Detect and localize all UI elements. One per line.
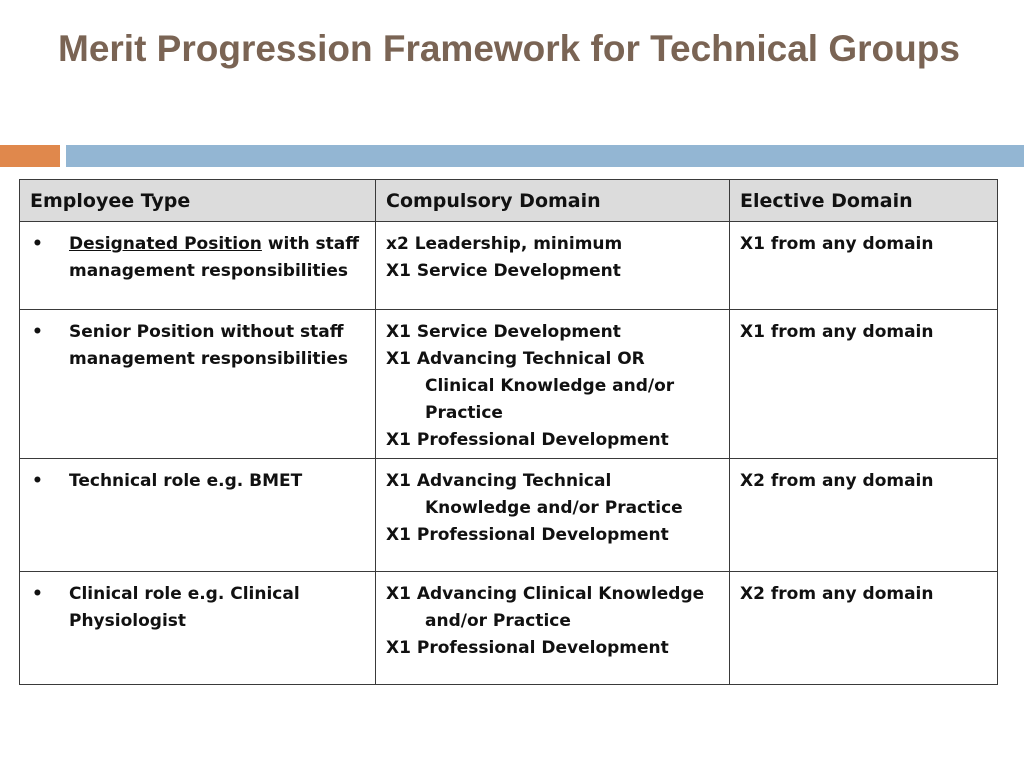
compulsory-item: X1 Professional Development xyxy=(386,638,669,658)
bullet: • xyxy=(32,471,43,491)
employee-type-text: Clinical role e.g. Clinical Physiologist xyxy=(69,584,300,631)
employee-type-cell xyxy=(20,459,376,572)
table-row xyxy=(20,222,998,310)
header-employee-type: Employee Type xyxy=(20,180,376,222)
employee-type-text: Technical role e.g. BMET xyxy=(69,471,303,491)
compulsory-domain-cell xyxy=(376,572,730,685)
elective-domain-cell: X2 from any domain xyxy=(730,572,998,685)
bullet: • xyxy=(32,234,43,254)
elective-domain-cell: X2 from any domain xyxy=(730,459,998,572)
slide-title: Merit Progression Framework for Technical Groups xyxy=(58,28,960,69)
employee-type-text: with staff management responsibilities xyxy=(69,234,359,281)
compulsory-item: x2 Leadership, minimum xyxy=(386,234,623,254)
table-header-row xyxy=(20,180,998,222)
compulsory-domain-cell xyxy=(376,222,730,310)
elective-domain-cell: X1 from any domain xyxy=(730,310,998,459)
table-row xyxy=(20,459,998,572)
compulsory-item: X1 Professional Development xyxy=(386,525,669,545)
compulsory-item: X1 Service Development xyxy=(386,322,621,342)
header-compulsory-domain: Compulsory Domain xyxy=(376,180,730,222)
bullet: • xyxy=(32,584,43,604)
compulsory-item: X1 Advancing Technical Knowledge and/or Practice xyxy=(386,471,683,518)
compulsory-domain-cell xyxy=(376,310,730,459)
table-row xyxy=(20,572,998,685)
employee-type-underlined: Designated Position xyxy=(69,234,262,254)
employee-type-cell xyxy=(20,572,376,685)
accent-bar-blue xyxy=(66,145,1024,167)
compulsory-item: X1 Service Development xyxy=(386,261,621,281)
bullet: • xyxy=(32,322,43,342)
accent-bar-orange xyxy=(0,145,60,167)
compulsory-item: X1 Advancing Clinical Knowledge and/or Practice xyxy=(386,584,705,631)
merit-table xyxy=(19,179,998,685)
employee-type-cell xyxy=(20,222,376,310)
employee-type-cell xyxy=(20,310,376,459)
compulsory-domain-cell xyxy=(376,459,730,572)
compulsory-item: X1 Advancing Technical OR Clinical Knowledge and/or Practice xyxy=(386,349,675,423)
table-row xyxy=(20,310,998,459)
employee-type-text: Senior Position without staff management responsibilities xyxy=(69,322,349,369)
elective-domain-cell: X1 from any domain xyxy=(730,222,998,310)
compulsory-item: X1 Professional Development xyxy=(386,430,669,450)
header-elective-domain: Elective Domain xyxy=(730,180,998,222)
